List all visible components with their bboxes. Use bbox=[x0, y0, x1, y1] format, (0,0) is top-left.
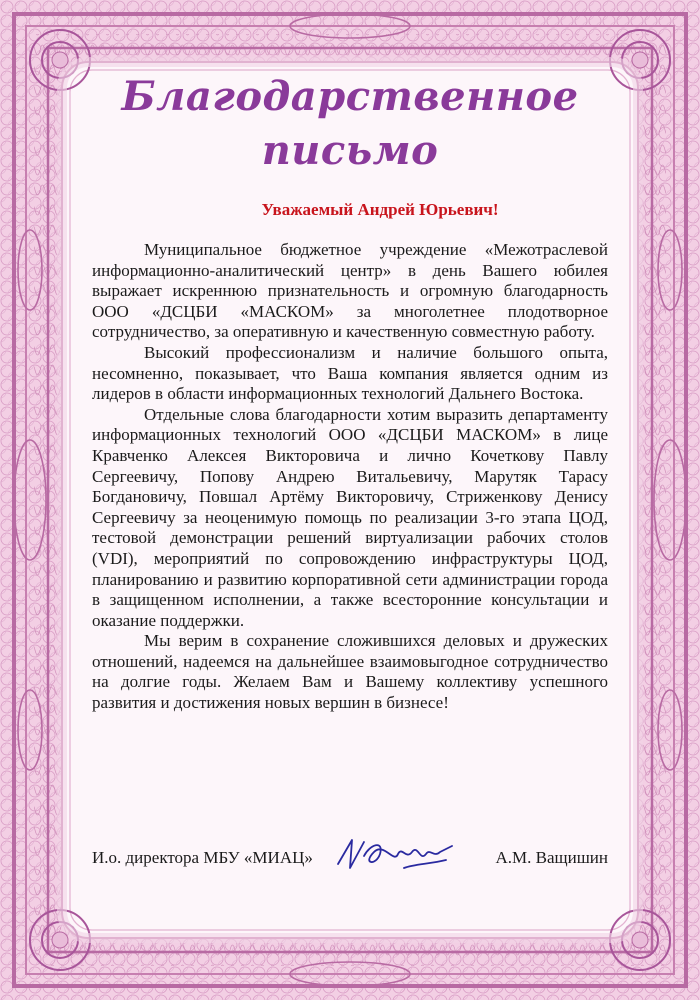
letter-body bbox=[92, 240, 608, 714]
letter-content bbox=[92, 70, 608, 950]
title-line-1: Благодарственное bbox=[121, 73, 579, 120]
paragraph-1: Муниципальное бюджетное учреждение «Межотраслевой информационно-аналитический центр» в день Вашего юбилея выражает искреннюю признательность и огромную благодарность ООО «ДСЦБИ «МАСКОМ» за многолетнее плодотворное сотрудничество, за оперативную и качественную совместную работу. bbox=[92, 240, 608, 342]
handwritten-signature bbox=[334, 834, 464, 874]
title-line-2: письмо bbox=[261, 127, 439, 174]
paragraph-4: Мы верим в сохранение сложившихся деловых и дружеских отношений, надеемся на дальнейшее взаимовыгодное сотрудничество на долгие годы. Желаем Вам и Вашему коллективу успешного развития и достижения новых вершин в бизнесе! bbox=[92, 631, 608, 713]
paragraph-3: Отдельные слова благодарности хотим выразить департаменту информационных технологий ООО «ДСЦБИ МАСКОМ» в лице Кравченко Алексея Викторовича и лично Кочеткову Павлу Сергеевичу, Попову Андрею Витальевичу, Марутяк Тарасу Богдановичу, Повшал Артёму Викторовичу, Стриженкову Денису Сергеевичу за неоценимую помощь по реализации 3-го этапа ЦОД, тестовой демонстрации решений виртуализации рабочих столов (VDI), мероприятий по сопровождению инфраструктуры ЦОД, планированию и развитию корпоративной сети администрации города в защищенном исполнении, а также всесторонние консультации и оказание поддержки. bbox=[92, 404, 608, 630]
signatory-position: И.о. директора МБУ «МИАЦ» bbox=[92, 848, 313, 867]
signature-block bbox=[92, 848, 608, 868]
signatory-name: А.М. Ващишин bbox=[495, 848, 608, 867]
letter-title bbox=[92, 70, 608, 178]
paragraph-2: Высокий профессионализм и наличие большого опыта, несомненно, показывает, что Ваша компания является одним из лидеров в области информационных технологий Дальнего Востока. bbox=[92, 342, 608, 404]
greeting: Уважаемый Андрей Юрьевич! bbox=[261, 200, 499, 219]
